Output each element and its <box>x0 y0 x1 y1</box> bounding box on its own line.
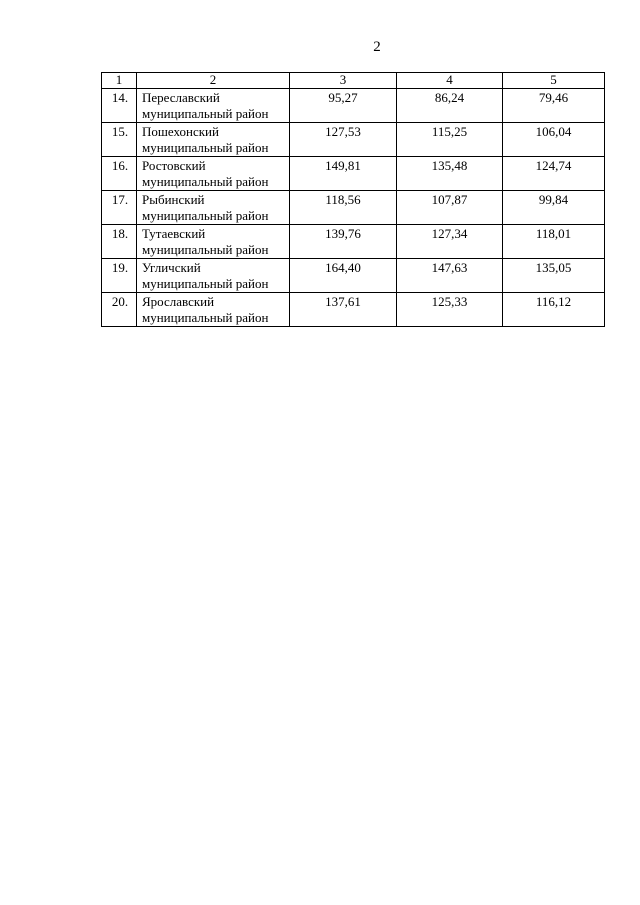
value-col5: 118,01 <box>535 226 572 241</box>
value-cell <box>290 259 397 293</box>
page-number: 2 <box>373 39 381 55</box>
table-row <box>102 225 605 259</box>
value-cell <box>290 89 397 123</box>
value-col4: 135,48 <box>431 158 468 173</box>
district-name: Ростовский муниципальный район <box>142 158 269 189</box>
district-name: Переславский муниципальный район <box>142 90 269 121</box>
value-cell <box>397 123 503 157</box>
row-number-cell <box>102 89 137 123</box>
value-cell <box>397 157 503 191</box>
district-name-cell <box>137 123 290 157</box>
value-cell <box>503 89 605 123</box>
district-name: Угличский муниципальный район <box>142 260 269 291</box>
value-cell <box>290 293 397 327</box>
table-row <box>102 157 605 191</box>
value-col4: 107,87 <box>431 192 468 207</box>
district-name-cell <box>137 293 290 327</box>
value-col3: 137,61 <box>325 294 361 309</box>
district-name-cell <box>137 89 290 123</box>
table-row <box>102 89 605 123</box>
row-number-cell <box>102 157 137 191</box>
table-row <box>102 293 605 327</box>
value-col3: 139,76 <box>325 226 361 241</box>
value-cell <box>290 191 397 225</box>
table-row <box>102 259 605 293</box>
value-col3: 118,56 <box>325 192 361 207</box>
value-col3: 127,53 <box>325 124 361 139</box>
value-col3: 95,27 <box>328 90 358 105</box>
value-cell <box>290 225 397 259</box>
district-name-cell <box>137 259 290 293</box>
value-cell <box>397 89 503 123</box>
data-table <box>101 72 605 327</box>
district-name-cell <box>137 191 290 225</box>
value-cell <box>397 293 503 327</box>
value-cell <box>290 157 397 191</box>
row-number-cell <box>102 259 137 293</box>
value-cell <box>290 123 397 157</box>
value-cell <box>397 191 503 225</box>
value-cell <box>503 225 605 259</box>
value-cell <box>503 123 605 157</box>
district-name-cell <box>137 225 290 259</box>
value-cell <box>397 225 503 259</box>
value-col4: 125,33 <box>431 294 468 309</box>
district-name: Рыбинский муниципальный район <box>142 192 269 223</box>
value-col4: 115,25 <box>431 124 468 139</box>
district-name: Ярославский муниципальный район <box>142 294 269 325</box>
row-number: 17. <box>111 192 129 207</box>
row-number: 16. <box>111 158 129 173</box>
column-header: 5 <box>503 73 605 89</box>
value-cell <box>503 157 605 191</box>
value-col5: 79,46 <box>538 90 569 105</box>
row-number-cell <box>102 293 137 327</box>
table-row <box>102 191 605 225</box>
row-number-cell <box>102 191 137 225</box>
district-name: Тутаевский муниципальный район <box>142 226 269 257</box>
row-number: 14. <box>111 90 129 105</box>
row-number: 19. <box>111 260 129 275</box>
value-cell <box>397 259 503 293</box>
value-col4: 147,63 <box>431 260 468 275</box>
value-col5: 106,04 <box>535 124 572 139</box>
column-header: 4 <box>397 73 503 89</box>
value-cell <box>503 191 605 225</box>
value-col3: 164,40 <box>325 260 361 275</box>
table-row <box>102 123 605 157</box>
value-col5: 124,74 <box>535 158 572 173</box>
value-cell <box>503 293 605 327</box>
value-col4: 86,24 <box>434 90 465 105</box>
column-header: 3 <box>290 73 397 89</box>
value-col4: 127,34 <box>431 226 468 241</box>
value-col5: 116,12 <box>535 294 572 309</box>
row-number: 18. <box>111 226 129 241</box>
row-number-cell <box>102 225 137 259</box>
column-header: 2 <box>137 73 290 89</box>
row-number: 20. <box>111 294 129 309</box>
value-col3: 149,81 <box>325 158 361 173</box>
column-header: 1 <box>102 73 137 89</box>
table-header-row <box>102 73 605 89</box>
district-name: Пошехонский муниципальный район <box>142 124 269 155</box>
row-number: 15. <box>111 124 129 139</box>
district-name-cell <box>137 157 290 191</box>
row-number-cell <box>102 123 137 157</box>
value-col5: 135,05 <box>535 260 572 275</box>
value-col5: 99,84 <box>538 192 569 207</box>
value-cell <box>503 259 605 293</box>
